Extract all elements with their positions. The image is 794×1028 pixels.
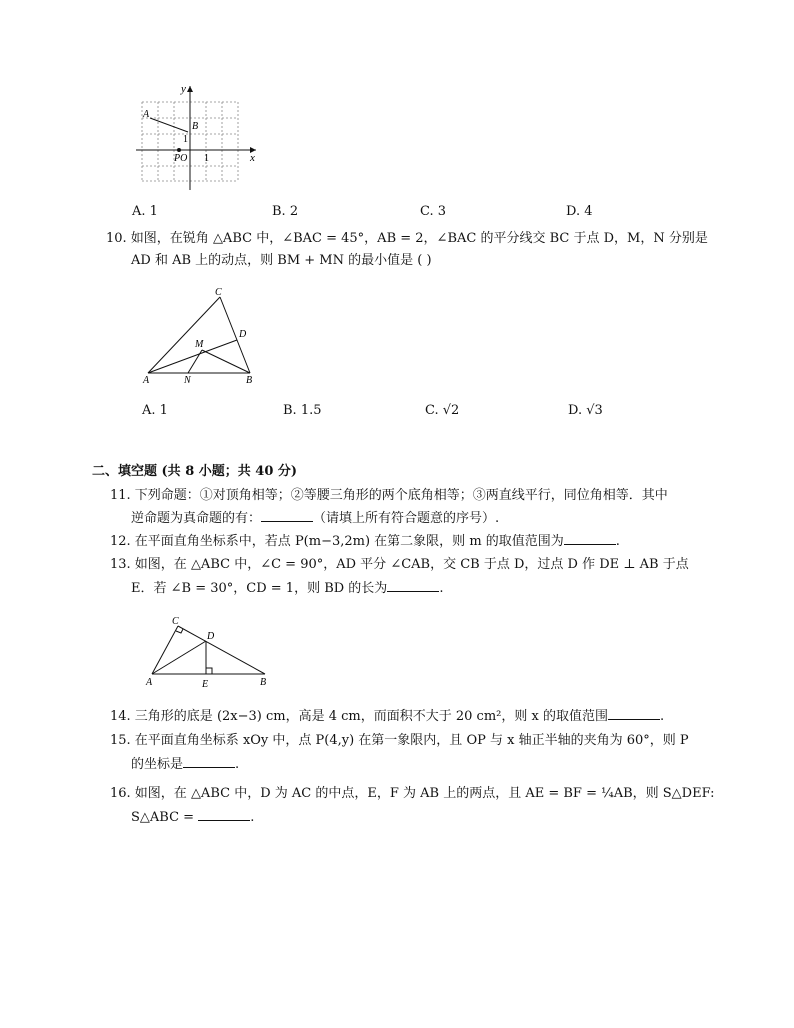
q9-option-a[interactable]: A. 1 (132, 204, 158, 219)
q10-option-d[interactable]: D. √3 (568, 403, 603, 418)
q15-end: . (235, 757, 240, 772)
q13-triangle-figure (140, 612, 275, 692)
grid-label-b: B (192, 121, 199, 132)
q15-line2-text: 的坐标是 (131, 757, 184, 772)
q16-answer-blank[interactable] (198, 806, 250, 821)
grid-label-po: PO (174, 153, 188, 164)
q12-end: . (615, 534, 620, 549)
q13-answer-blank[interactable] (387, 577, 439, 592)
q10-option-a[interactable]: A. 1 (142, 403, 168, 418)
q9-option-b[interactable]: B. 2 (272, 204, 299, 219)
q13-label-d: D (207, 631, 215, 642)
q13-label-e: E (202, 679, 209, 690)
q15-answer-blank[interactable] (183, 753, 235, 768)
q9-option-d[interactable]: D. 4 (566, 204, 593, 219)
q14-answer-blank[interactable] (608, 705, 660, 720)
grid-label-1x: 1 (204, 153, 209, 164)
q12-text: 12. 在平面直角坐标系中，若点 P(m−3,2m) 在第二象限，则 m 的取值范围为 (110, 534, 564, 549)
q11-answer-blank[interactable] (261, 507, 313, 522)
grid-label-a: A (143, 109, 150, 120)
q16-end: . (250, 810, 255, 825)
q15-line1: 15. 在平面直角坐标系 xOy 中，点 P(4,y) 在第一象限内，且 OP 与 x 轴正半轴的夹角为 60°，则 P (110, 733, 689, 748)
q10-label-b: B (246, 375, 253, 386)
q11-line2-prefix: 逆命题为真命题的有： (131, 511, 262, 526)
q10-label-n: N (184, 375, 191, 386)
q10-option-c[interactable]: C. √2 (425, 403, 460, 418)
q16-line2-text: S△ABC = (131, 810, 195, 825)
q13-label-a: A (146, 677, 153, 688)
q14-end: . (659, 709, 665, 724)
q14-line (110, 705, 664, 728)
section-2-heading: 二、填空题 (共 8 小题；共 40 分) (92, 464, 298, 479)
q13-label-c: C (172, 616, 179, 627)
q13-label-b: B (260, 677, 267, 688)
q9-option-c[interactable]: C. 3 (420, 204, 447, 219)
q11-line2-suffix: （请填上所有符合题意的序号）. (313, 511, 500, 526)
q12-answer-blank[interactable] (564, 530, 616, 545)
grid-axis-x: x (250, 152, 255, 164)
q13-line2-text: E．若 ∠B = 30°，CD = 1，则 BD 的长为 (131, 581, 388, 596)
grid-figure (128, 80, 268, 195)
q10-triangle-figure (140, 285, 270, 387)
grid-axis-y: y (181, 83, 186, 95)
q15-line2 (131, 753, 239, 776)
q10-label-c: C (215, 287, 222, 298)
q10-label-d: D (239, 329, 247, 340)
q10-line2: AD 和 AB 上的动点，则 BM + MN 的最小值是 ( ) (131, 253, 432, 268)
q11-line2 (131, 507, 499, 530)
q13-line2 (131, 577, 443, 600)
grid-label-1y: 1 (183, 134, 188, 145)
q16-line2 (131, 806, 254, 829)
q10-line1: 10. 如图，在锐角 △ABC 中，∠BAC = 45°，AB = 2，∠BAC 的平分线交 BC 于点 D，M，N 分别是 (106, 231, 708, 246)
q10-label-a: A (143, 375, 150, 386)
q13-end: . (439, 581, 444, 596)
q12-line (110, 530, 620, 553)
q14-text: 14. 三角形的底是 (2x−3) cm，高是 4 cm，而面积不大于 20 cm²，则 x 的取值范围 (110, 709, 608, 724)
q13-line1: 13. 如图，在 △ABC 中，∠C = 90°，AD 平分 ∠CAB，交 CB 于点 D，过点 D 作 DE ⊥ AB 于点 (110, 557, 689, 572)
q10-label-m: M (195, 339, 204, 350)
q11-line1: 11. 下列命题：①对顶角相等；②等腰三角形的两个底角相等；③两直线平行，同位角相等．其中 (110, 488, 668, 503)
q16-line1: 16. 如图，在 △ABC 中，D 为 AC 的中点，E，F 为 AB 上的两点，且 AE = BF = ¼AB，则 S△DEF: (110, 786, 715, 801)
q10-option-b[interactable]: B. 1.5 (283, 403, 322, 418)
